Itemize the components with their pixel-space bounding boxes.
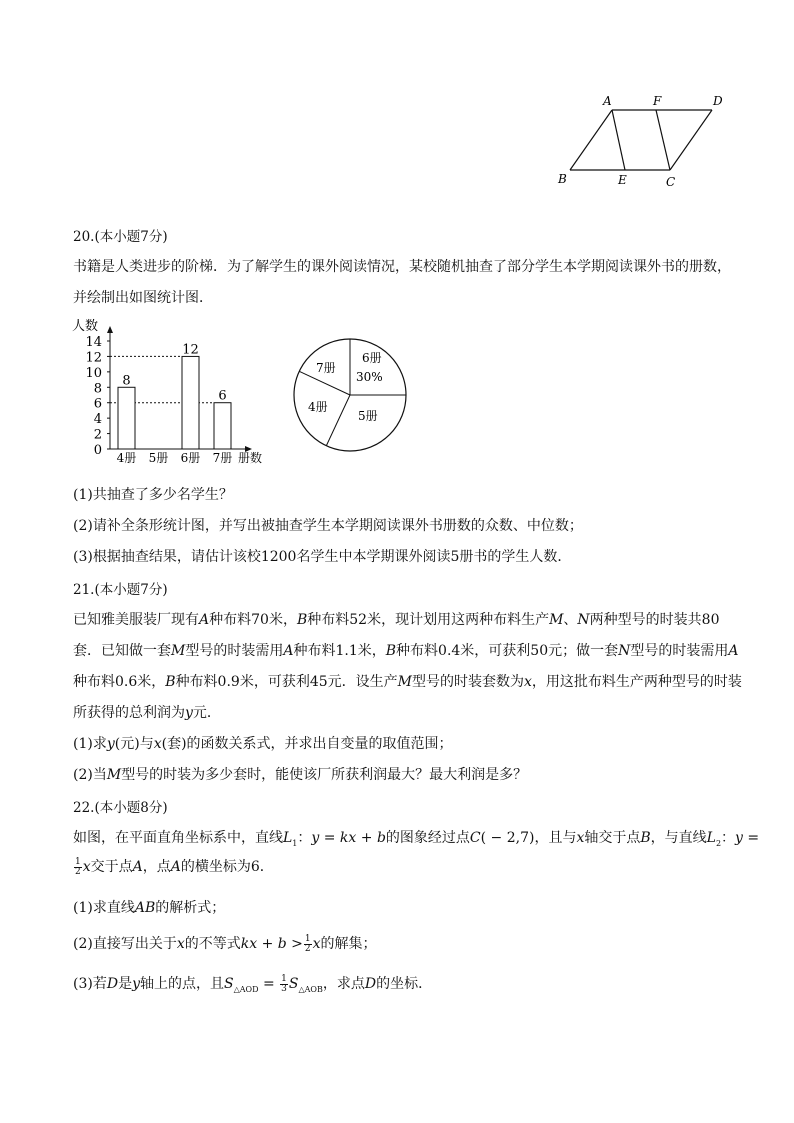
slice-label: 6册 <box>362 351 382 365</box>
y-tick-label: 10 <box>85 365 102 381</box>
q21-heading: 21.(本小题7分) <box>73 582 168 598</box>
slice-label: 7册 <box>316 361 336 375</box>
side-dc <box>670 110 712 170</box>
bar <box>214 403 231 449</box>
bar <box>182 356 199 449</box>
label-f: F <box>653 94 662 108</box>
side-ab <box>570 110 612 170</box>
q22-line-1: 如图，在平面直角坐标系中，直线$L_1$：y = kx + b的图象经过点C( − 2,7)，且与x轴交于点B，与直线$L_2$：y = <box>73 830 760 848</box>
data-label: 6 <box>218 388 227 404</box>
parallelogram-figure <box>550 88 740 193</box>
y-axis-label: 人数 <box>72 319 99 334</box>
y-tick-label: 0 <box>93 443 102 458</box>
x-tick-label: 7册 <box>212 451 233 465</box>
segment-ae <box>612 110 625 170</box>
y-tick-label: 8 <box>93 381 102 397</box>
data-label: 8 <box>122 373 131 389</box>
q20-sub1: (1)共抽查了多少名学生？ <box>73 487 233 503</box>
data-label: 12 <box>182 342 199 358</box>
q20-sub2: (2)请补全条形统计图，并写出被抽查学生本学期阅读课外书册数的众数、中位数； <box>73 518 583 534</box>
q20-stem-line-2: 并绘制出如图统计图． <box>73 290 213 306</box>
label-d: D <box>713 94 723 108</box>
label-e: E <box>618 173 627 187</box>
q22-line-2: $\frac{1}{2}$ x交于点A，点A的横坐标为6． <box>75 856 274 877</box>
q20-sub3: (3)根据抽查结果，请估计该校1200名学生中本学期课外阅读5册书的学生人数． <box>73 549 572 565</box>
y-tick-label: 14 <box>85 335 102 350</box>
x-tick-label: 5册 <box>148 451 169 465</box>
x-axis-label: 册数 <box>238 451 263 465</box>
q22-sub2: (2)直接写出关于x的不等式kx + b > $\frac{1}{2}$ x的解集； <box>73 933 377 954</box>
y-tick-label: 12 <box>85 350 102 366</box>
slice-label: 4册 <box>308 400 328 414</box>
x-tick-label: 4册 <box>116 451 137 465</box>
segment-fc <box>656 110 670 170</box>
pie-chart <box>290 335 415 455</box>
y-tick-label: 2 <box>93 427 102 443</box>
q22-sub3: (3)若D是y轴上的点，且$S_{\triangle AOD}$ = $\frac{1}{3}$ $S_{\triangle AOB}$，求点D的坐标． <box>73 973 433 994</box>
q21-line-3: 种布料0.6米，B种布料0.9米，可获利45元．设生产M型号的时装套数为x，用这批布料生产两种型号的时装 <box>73 674 742 690</box>
q20-stem-line-1: 书籍是人类进步的阶梯．为了解学生的课外阅读情况，某校随机抽查了部分学生本学期阅读课外书的册数， <box>73 259 731 275</box>
label-b: B <box>558 172 567 186</box>
q21-line-4: 所获得的总利润为y元． <box>73 705 221 721</box>
q20-heading: 20.(本小题7分) <box>73 229 168 245</box>
y-axis-arrow <box>107 326 113 333</box>
label-a: A <box>603 94 612 108</box>
label-c: C <box>666 175 676 189</box>
q22-heading: 22.(本小题8分) <box>73 800 168 816</box>
q22-sub1: (1)求直线AB的解析式； <box>73 900 226 916</box>
slice-value-label: 30% <box>356 370 383 384</box>
q21-sub1: (1)求y(元)与x(套)的函数关系式，并求出自变量的取值范围； <box>73 736 453 752</box>
y-tick-label: 6 <box>93 396 102 412</box>
q21-line-1: 已知雅美服装厂现有A种布料70米，B种布料52米，现计划用这两种布料生产M、N两种型号的时装共80 <box>73 612 720 628</box>
x-tick-label: 6册 <box>180 451 201 465</box>
slice-label: 5册 <box>358 409 378 423</box>
y-tick-label: 4 <box>93 412 102 428</box>
q21-line-2: 套．已知做一套M型号的时装需用A种布料1.1米，B种布料0.4米，可获利50元；做一套N型号的时装需用A <box>73 643 739 659</box>
bar <box>118 387 135 449</box>
bar-chart <box>70 316 275 466</box>
q21-sub2: (2)当M型号的时装为多少套时，能使该厂所获利润最大？最大利润是多？ <box>73 767 528 783</box>
